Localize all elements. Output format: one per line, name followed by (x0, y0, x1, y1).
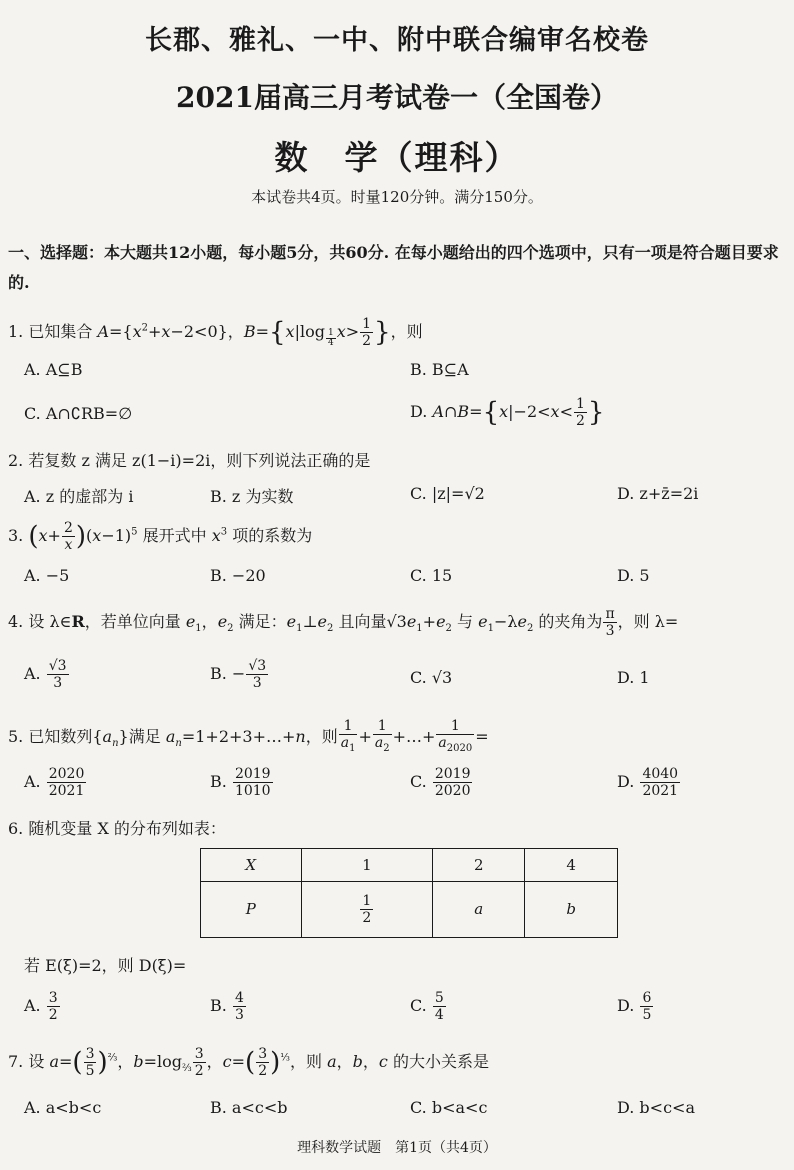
exam-info: 本试卷共4页。时量120分钟。满分150分。 (251, 188, 543, 206)
question-3-stem: 3. (x+ $\frac{2}{x}$ )$(x-1)^5$ 展开式中 $x^3$ 项的系数为 (8, 520, 313, 553)
table-cell: $\frac{1}{2}$ (301, 881, 433, 937)
q7-option-d: D. b<c<a (617, 1098, 695, 1117)
table-cell: 4 (525, 849, 618, 882)
question-5-stem: 5. 已知数列$\{a_n\}$满足 $a_n=1+2+3+\dots+n$，则 $\frac{1}{a_1}$ + $\frac{1}{a_2}$ +…+ $\frac{1}{a_{2020}}$ = (8, 718, 489, 754)
distribution-table (200, 848, 618, 938)
q3-option-a: A. −5 (24, 566, 70, 585)
table-cell: b (525, 881, 618, 937)
table-row (201, 881, 618, 937)
q5-option-c: C. $\frac{2019}{2020}$ (410, 766, 471, 799)
q2-option-a: A. z 的虚部为 i (24, 487, 134, 506)
table-cell: 1 (301, 849, 433, 882)
table-cell: 2 (433, 849, 525, 882)
q3-option-c: C. 15 (410, 566, 453, 585)
subject-title: 数 学（理科） (274, 138, 520, 177)
question-6-stem: 6. 随机变量 X 的分布列如表： (8, 819, 226, 838)
q6-condition: 若 E(ξ)=2，则 D(ξ)= (24, 956, 187, 975)
q5-option-d: D. $\frac{4040}{2021}$ (617, 766, 679, 799)
q3-option-b: B. −20 (210, 566, 266, 585)
exam-series-title: 长郡、雅礼、一中、附中联合编审名校卷 (145, 25, 649, 56)
q7-option-b: B. a<c<b (210, 1098, 288, 1117)
table-cell: P (201, 881, 302, 937)
q7-option-c: C. b<a<c (410, 1098, 488, 1117)
question-4-stem: 4. 设 λ∈R，若单位向量 $e_1$，$e_2$ 满足：$e_1\perp e_2$ 且向量$√3e_1+e_2$ 与 $e_1-\lambda e_2$ 的夹角为 $\frac{\pi}{3}$ ，则 λ= (8, 606, 679, 639)
q5-option-a: A. $\frac{2020}{2021}$ (24, 766, 85, 799)
q6-option-b: B. $\frac{4}{3}$ (210, 990, 244, 1023)
q1-option-d: D. A∩B={x|−2<x< $\frac{1}{2}$ } (410, 396, 605, 429)
exam-title: 2021届高三月考试卷一（全国卷） (176, 81, 618, 114)
q2-option-d: D. z+z̄=2i (617, 484, 699, 503)
q4-option-b: B. − $\frac{√3}{3}$ (210, 658, 267, 691)
q4-option-d: D. 1 (617, 668, 650, 687)
q6-option-c: C. $\frac{5}{4}$ (410, 990, 444, 1023)
question-2-stem: 2. 若复数 z 满足 z(1−i)=2i，则下列说法正确的是 (8, 451, 371, 470)
table-cell: a (433, 881, 525, 937)
q1-option-b: B. B⊆A (410, 360, 469, 379)
section-1-intro: 一、选择题：本大题共12小题，每小题5分，共60分. 在每小题给出的四个选项中，只有一项是符合题目要求的. (8, 243, 779, 292)
q2-option-c: C. |z|=√2 (410, 484, 485, 503)
q5-option-b: B. $\frac{2019}{1010}$ (210, 766, 271, 799)
table-cell: X (201, 849, 302, 882)
table-row (201, 849, 618, 882)
question-1-stem: 1. 已知集合 $A=\{x^2+x-2<0\}$，B={x|log $_{\frac{1}{4}}$ x> $\frac{1}{2}$ }，则 (8, 316, 423, 349)
page-footer: 理科数学试题 第1页（共4页） (297, 1140, 497, 1156)
q3-option-d: D. 5 (617, 566, 650, 585)
q6-option-d: D. $\frac{6}{5}$ (617, 990, 652, 1023)
q2-option-b: B. z 为实数 (210, 487, 294, 506)
q4-option-a: A. $\frac{√3}{3}$ (24, 658, 67, 691)
q7-option-a: A. a<b<c (24, 1098, 102, 1117)
q1-option-c: C. A∩∁RB=∅ (24, 404, 133, 423)
q6-option-a: A. $\frac{3}{2}$ (24, 990, 58, 1023)
q4-option-c: C. √3 (410, 668, 453, 687)
question-7-stem: 7. 设 a=( $\frac{3}{5}$ )$^{\frac{2}{3}}$，$b=\log_{\frac{2}{3}}$ $\frac{3}{2}$ ，c=( $\frac{3}{2}$ )$^{\frac{1}{3}}$，则 a，b，c 的大小关系是 (8, 1046, 489, 1079)
q1-option-a: A. A⊆B (24, 360, 83, 379)
